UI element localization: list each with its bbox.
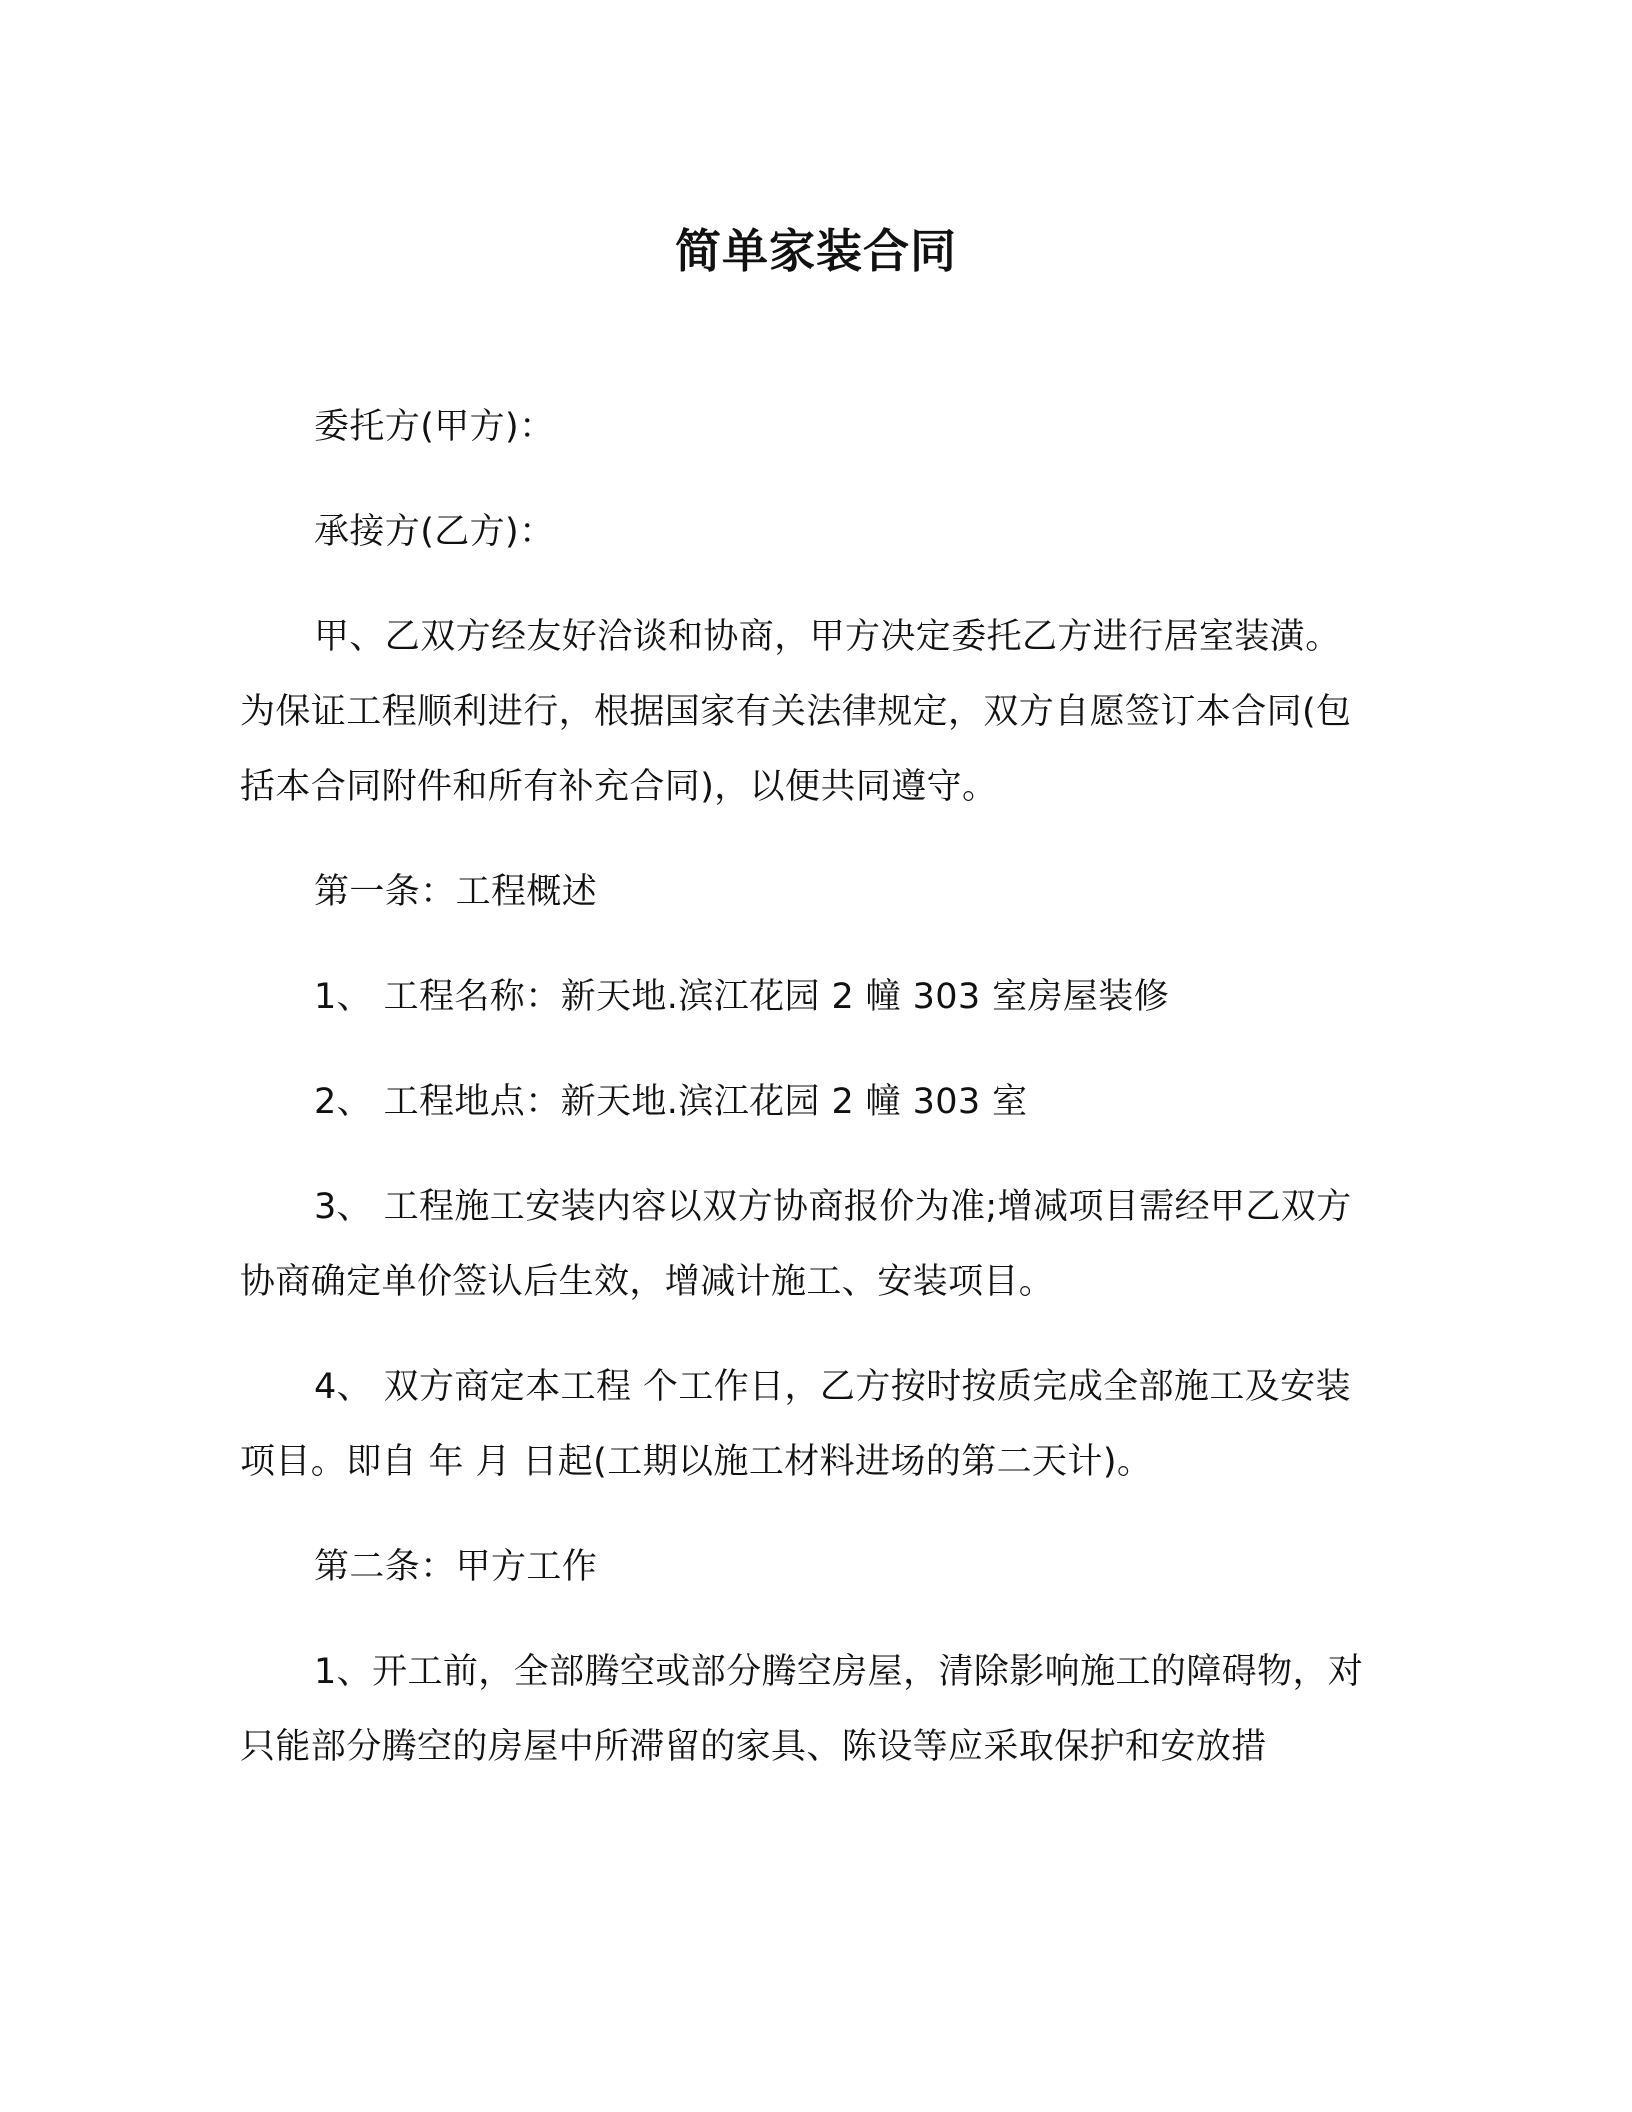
article-one-item-4: 4、 双方商定本工程 个工作日，乙方按时按质完成全部施工及安装项目。即自 年 月 日起(工期以施工材料进场的第二天计)。 xyxy=(240,1367,1351,1482)
article-one-item-3: 3、 工程施工安装内容以双方协商报价为准;增减项目需经甲乙双方协商确定单价签认后生效，增减计施工、安装项目。 xyxy=(240,1187,1352,1302)
preamble-paragraph: 甲、乙双方经友好洽谈和协商，甲方决定委托乙方进行居室装潢。为保证工程顺利进行，根据国家有关法律规定，双方自愿签订本合同(包括本合同附件和所有补充合同)，以便共同遵守。 xyxy=(240,617,1352,807)
article-one-item-1: 1、 工程名称：新天地.滨江花园 2 幢 303 室房屋装修 xyxy=(314,977,1170,1017)
party-b-line: 承接方(乙方)： xyxy=(314,512,555,552)
article-one-item-2: 2、 工程地点：新天地.滨江花园 2 幢 303 室 xyxy=(314,1082,1028,1122)
article-two-heading: 第二条：甲方工作 xyxy=(314,1547,598,1587)
document-title: 简单家装合同 xyxy=(675,224,957,278)
article-two-item-1: 1、开工前，全部腾空或部分腾空房屋，清除影响施工的障碍物，对只能部分腾空的房屋中所滞留的家具、陈设等应采取保护和安放措 xyxy=(240,1652,1364,1767)
document-body xyxy=(240,390,1365,1815)
article-one-heading: 第一条：工程概述 xyxy=(314,872,598,912)
party-a-line: 委托方(甲方)： xyxy=(314,407,555,447)
